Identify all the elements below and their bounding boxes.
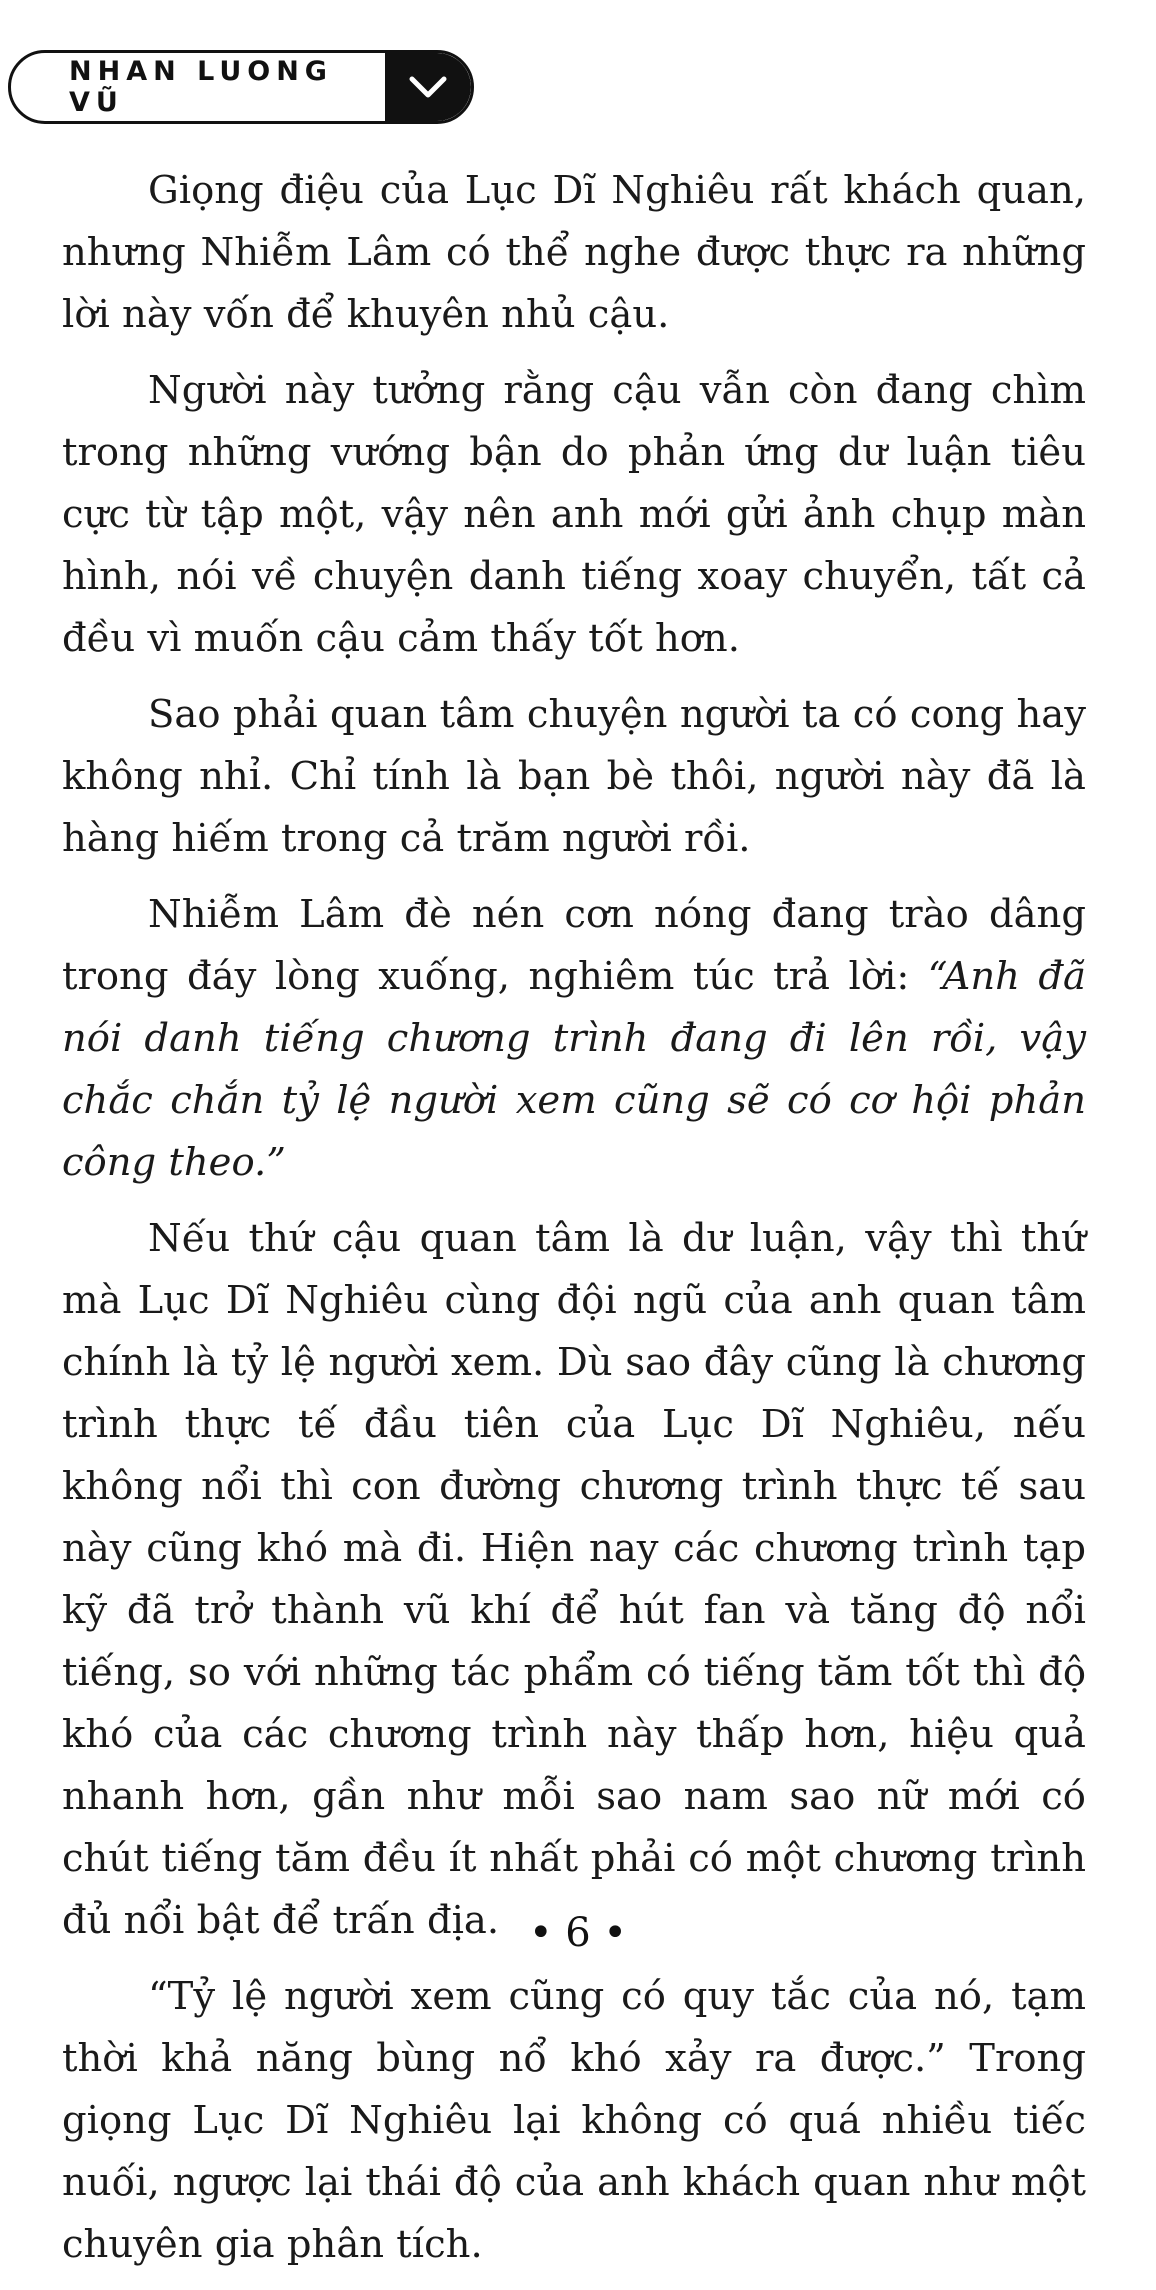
paragraph-6: “Tỷ lệ người xem cũng có quy tắc của nó, tạm thời khả năng bùng nổ khó xảy ra được.” Trong giọng Lục Dĩ Nghiêu lại không có quá nhiều tiếc nuối, ngược lại thái độ của anh khách quan như một chuyên gia phân tích. [62,1974,1086,2267]
paragraph-4 [62,884,1086,1194]
page-number: • 6 • [528,1910,628,1956]
chevron-down-icon [385,53,471,121]
paragraph-5: Nếu thứ cậu quan tâm là dư luận, vậy thì thứ mà Lục Dĩ Nghiêu cùng đội ngũ của anh quan tâm chính là tỷ lệ người xem. Dù sao đây cũng là chương trình thực tế đầu tiên của Lục Dĩ Nghiêu, nếu không nổi thì con đường chương trình thực tế sau này cũng khó mà đi. Hiện nay các chương trình tạp kỹ đã trở thành vũ khí để hút fan và tăng độ nổi tiếng, so với những tác phẩm có tiếng tăm tốt thì độ khó của các chương trình này thấp hơn, hiệu quả nhanh hơn, gần như mỗi sao nam sao nữ mới có chút tiếng tăm đều ít nhất phải có một chương trình đủ nổi bật để trấn địa. [62,1216,1086,1943]
author-name: NHAN LUONG VŨ [69,56,333,118]
running-header [8,50,474,124]
page-body [62,160,1086,2290]
paragraph-2: Người này tưởng rằng cậu vẫn còn đang chìm trong những vướng bận do phản ứng dư luận tiêu cực từ tập một, vậy nên anh mới gửi ảnh chụp màn hình, nói về chuyện danh tiếng xoay chuyển, tất cả đều vì muốn cậu cảm thấy tốt hơn. [62,368,1086,661]
paragraph-3: Sao phải quan tâm chuyện người ta có cong hay không nhỉ. Chỉ tính là bạn bè thôi, người này đã là hàng hiếm trong cả trăm người rồi. [62,692,1086,861]
paragraph-4-narration: Nhiễm Lâm đè nén cơn nóng đang trào dâng trong đáy lòng xuống, nghiêm túc trả lời: [62,892,1086,999]
paragraph-1: Giọng điệu của Lục Dĩ Nghiêu rất khách quan, nhưng Nhiễm Lâm có thể nghe được thực ra những lời này vốn để khuyên nhủ cậu. [62,168,1086,337]
paragraph-4-quote: “Anh đã nói danh tiếng chương trình đang đi lên rồi, vậy chắc chắn tỷ lệ người xem cũng sẽ có cơ hội phản công theo.” [62,954,1087,1185]
